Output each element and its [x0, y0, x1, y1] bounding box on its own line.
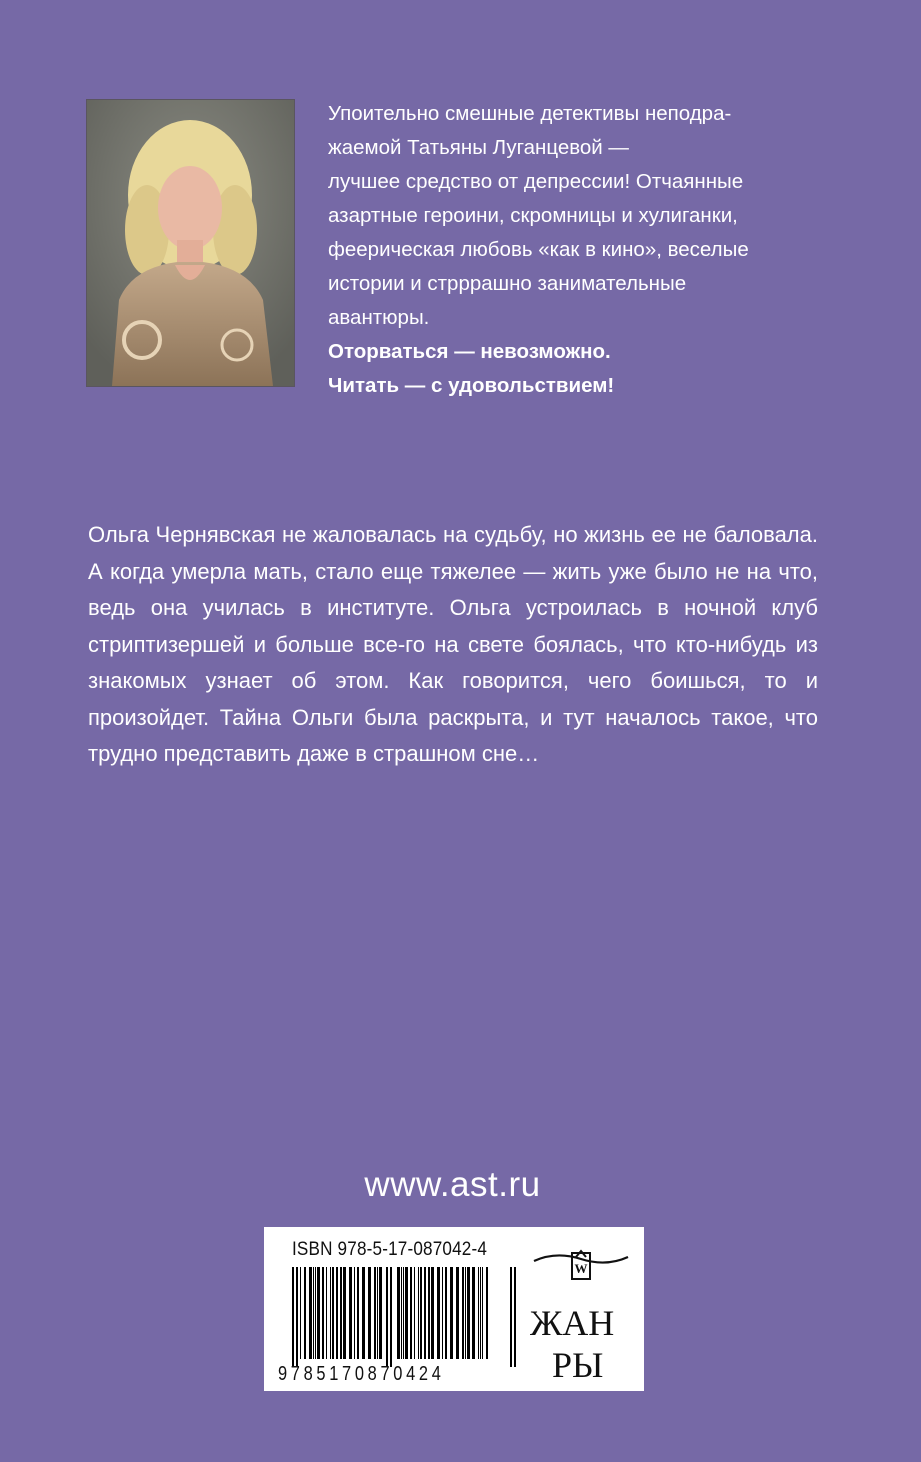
- barcode-bar: [424, 1267, 426, 1359]
- logo-line-1: ЖАН: [530, 1303, 615, 1343]
- barcode-bar: [313, 1267, 314, 1359]
- barcode-bars: [292, 1267, 516, 1367]
- blurb-line: лучшее средство от депрессии! Отчаянные: [328, 170, 744, 193]
- book-annotation: Ольга Чернявская не жаловалась на судьбу, но жизнь ее не баловала. А когда умерла мать, стало еще тяжелее — жить уже было не на что, ведь она училась в институте. Ольга устроилась в ночной клуб стриптизершей и больше все-го на свете боялась, что кто-нибудь из знакомых узнает об этом. Как говорится, чего боишься, то и произойдет. Тайна Ольги была раскрыта, и тут началось такое, что трудно представить даже в страшном сне…: [88, 522, 818, 766]
- blurb-line: азартные героини, скромницы и хулиганки,: [328, 204, 738, 227]
- barcode-bar: [362, 1267, 365, 1359]
- barcode-bar: [326, 1267, 327, 1359]
- author-photo: [87, 100, 294, 386]
- barcode-bar: [377, 1267, 378, 1359]
- barcode-bar: [414, 1267, 415, 1359]
- barcode-bar: [456, 1267, 459, 1359]
- barcode-bar: [292, 1267, 294, 1367]
- barcode-bar: [450, 1267, 453, 1359]
- barcode-bar: [445, 1267, 447, 1359]
- barcode-bar: [418, 1267, 419, 1359]
- barcode-bar: [374, 1267, 376, 1359]
- barcode-bar: [315, 1267, 316, 1359]
- blurb-line: феерическая любовь «как в кино», веселые: [328, 238, 749, 261]
- barcode-bar: [478, 1267, 479, 1359]
- barcode-panel: [264, 1227, 644, 1391]
- barcode-bar: [403, 1267, 404, 1359]
- barcode-bar: [514, 1267, 516, 1367]
- ean-digits: 9785170870424: [278, 1363, 445, 1385]
- barcode-bar: [428, 1267, 430, 1359]
- barcode-bar: [343, 1267, 346, 1359]
- barcode-bar: [420, 1267, 422, 1359]
- barcode-bar: [340, 1267, 342, 1359]
- svg-text:W: W: [574, 1261, 588, 1276]
- barcode-bar: [482, 1267, 483, 1359]
- barcode-bar: [472, 1267, 475, 1359]
- barcode-bar: [401, 1267, 402, 1359]
- barcode-bar: [405, 1267, 408, 1359]
- blurb-bold-line: Читать — с удовольствием!: [328, 374, 615, 397]
- barcode-bar: [465, 1267, 466, 1359]
- barcode-bar: [390, 1267, 392, 1367]
- barcode-bar: [480, 1267, 481, 1359]
- barcode-bar: [467, 1267, 470, 1359]
- logo-line-2: РЫ: [552, 1345, 604, 1385]
- barcode-bar: [349, 1267, 352, 1359]
- barcode-bar: [397, 1267, 400, 1359]
- barcode-bar: [332, 1267, 334, 1359]
- barcode-bar: [386, 1267, 388, 1367]
- publisher-website: www.ast.ru: [364, 1165, 541, 1204]
- blurb-line: жаемой Татьяны Луганцевой —: [328, 136, 629, 159]
- barcode-bar: [410, 1267, 412, 1359]
- blurb-bold-line: Оторваться — невозможно.: [328, 340, 611, 363]
- barcode-bar: [317, 1267, 320, 1359]
- barcode-bar: [368, 1267, 371, 1359]
- blurb-line: истории и стрррашно занимательные: [328, 272, 687, 295]
- barcode-bar: [330, 1267, 331, 1359]
- barcode-bar: [357, 1267, 359, 1359]
- barcode-bar: [354, 1267, 355, 1359]
- barcode-bar: [462, 1267, 464, 1359]
- barcode-bar: [296, 1267, 298, 1367]
- author-blurb: [328, 97, 848, 403]
- barcode-bar: [336, 1267, 338, 1359]
- barcode-bar: [431, 1267, 434, 1359]
- barcode-bar: [304, 1267, 306, 1359]
- barcode-bar: [510, 1267, 512, 1367]
- barcode-bar: [300, 1267, 301, 1359]
- blurb-line: Упоительно смешные детективы неподра-: [328, 102, 732, 125]
- barcode-bar: [379, 1267, 382, 1359]
- genres-logo-icon: [526, 1237, 636, 1385]
- barcode-bar: [437, 1267, 440, 1359]
- blurb-line: авантюры.: [328, 306, 430, 329]
- barcode-bar: [442, 1267, 443, 1359]
- isbn-label: ISBN 978-5-17-087042-4: [292, 1239, 488, 1260]
- barcode-bar: [309, 1267, 312, 1359]
- barcode-bar: [486, 1267, 488, 1359]
- barcode-bar: [322, 1267, 324, 1359]
